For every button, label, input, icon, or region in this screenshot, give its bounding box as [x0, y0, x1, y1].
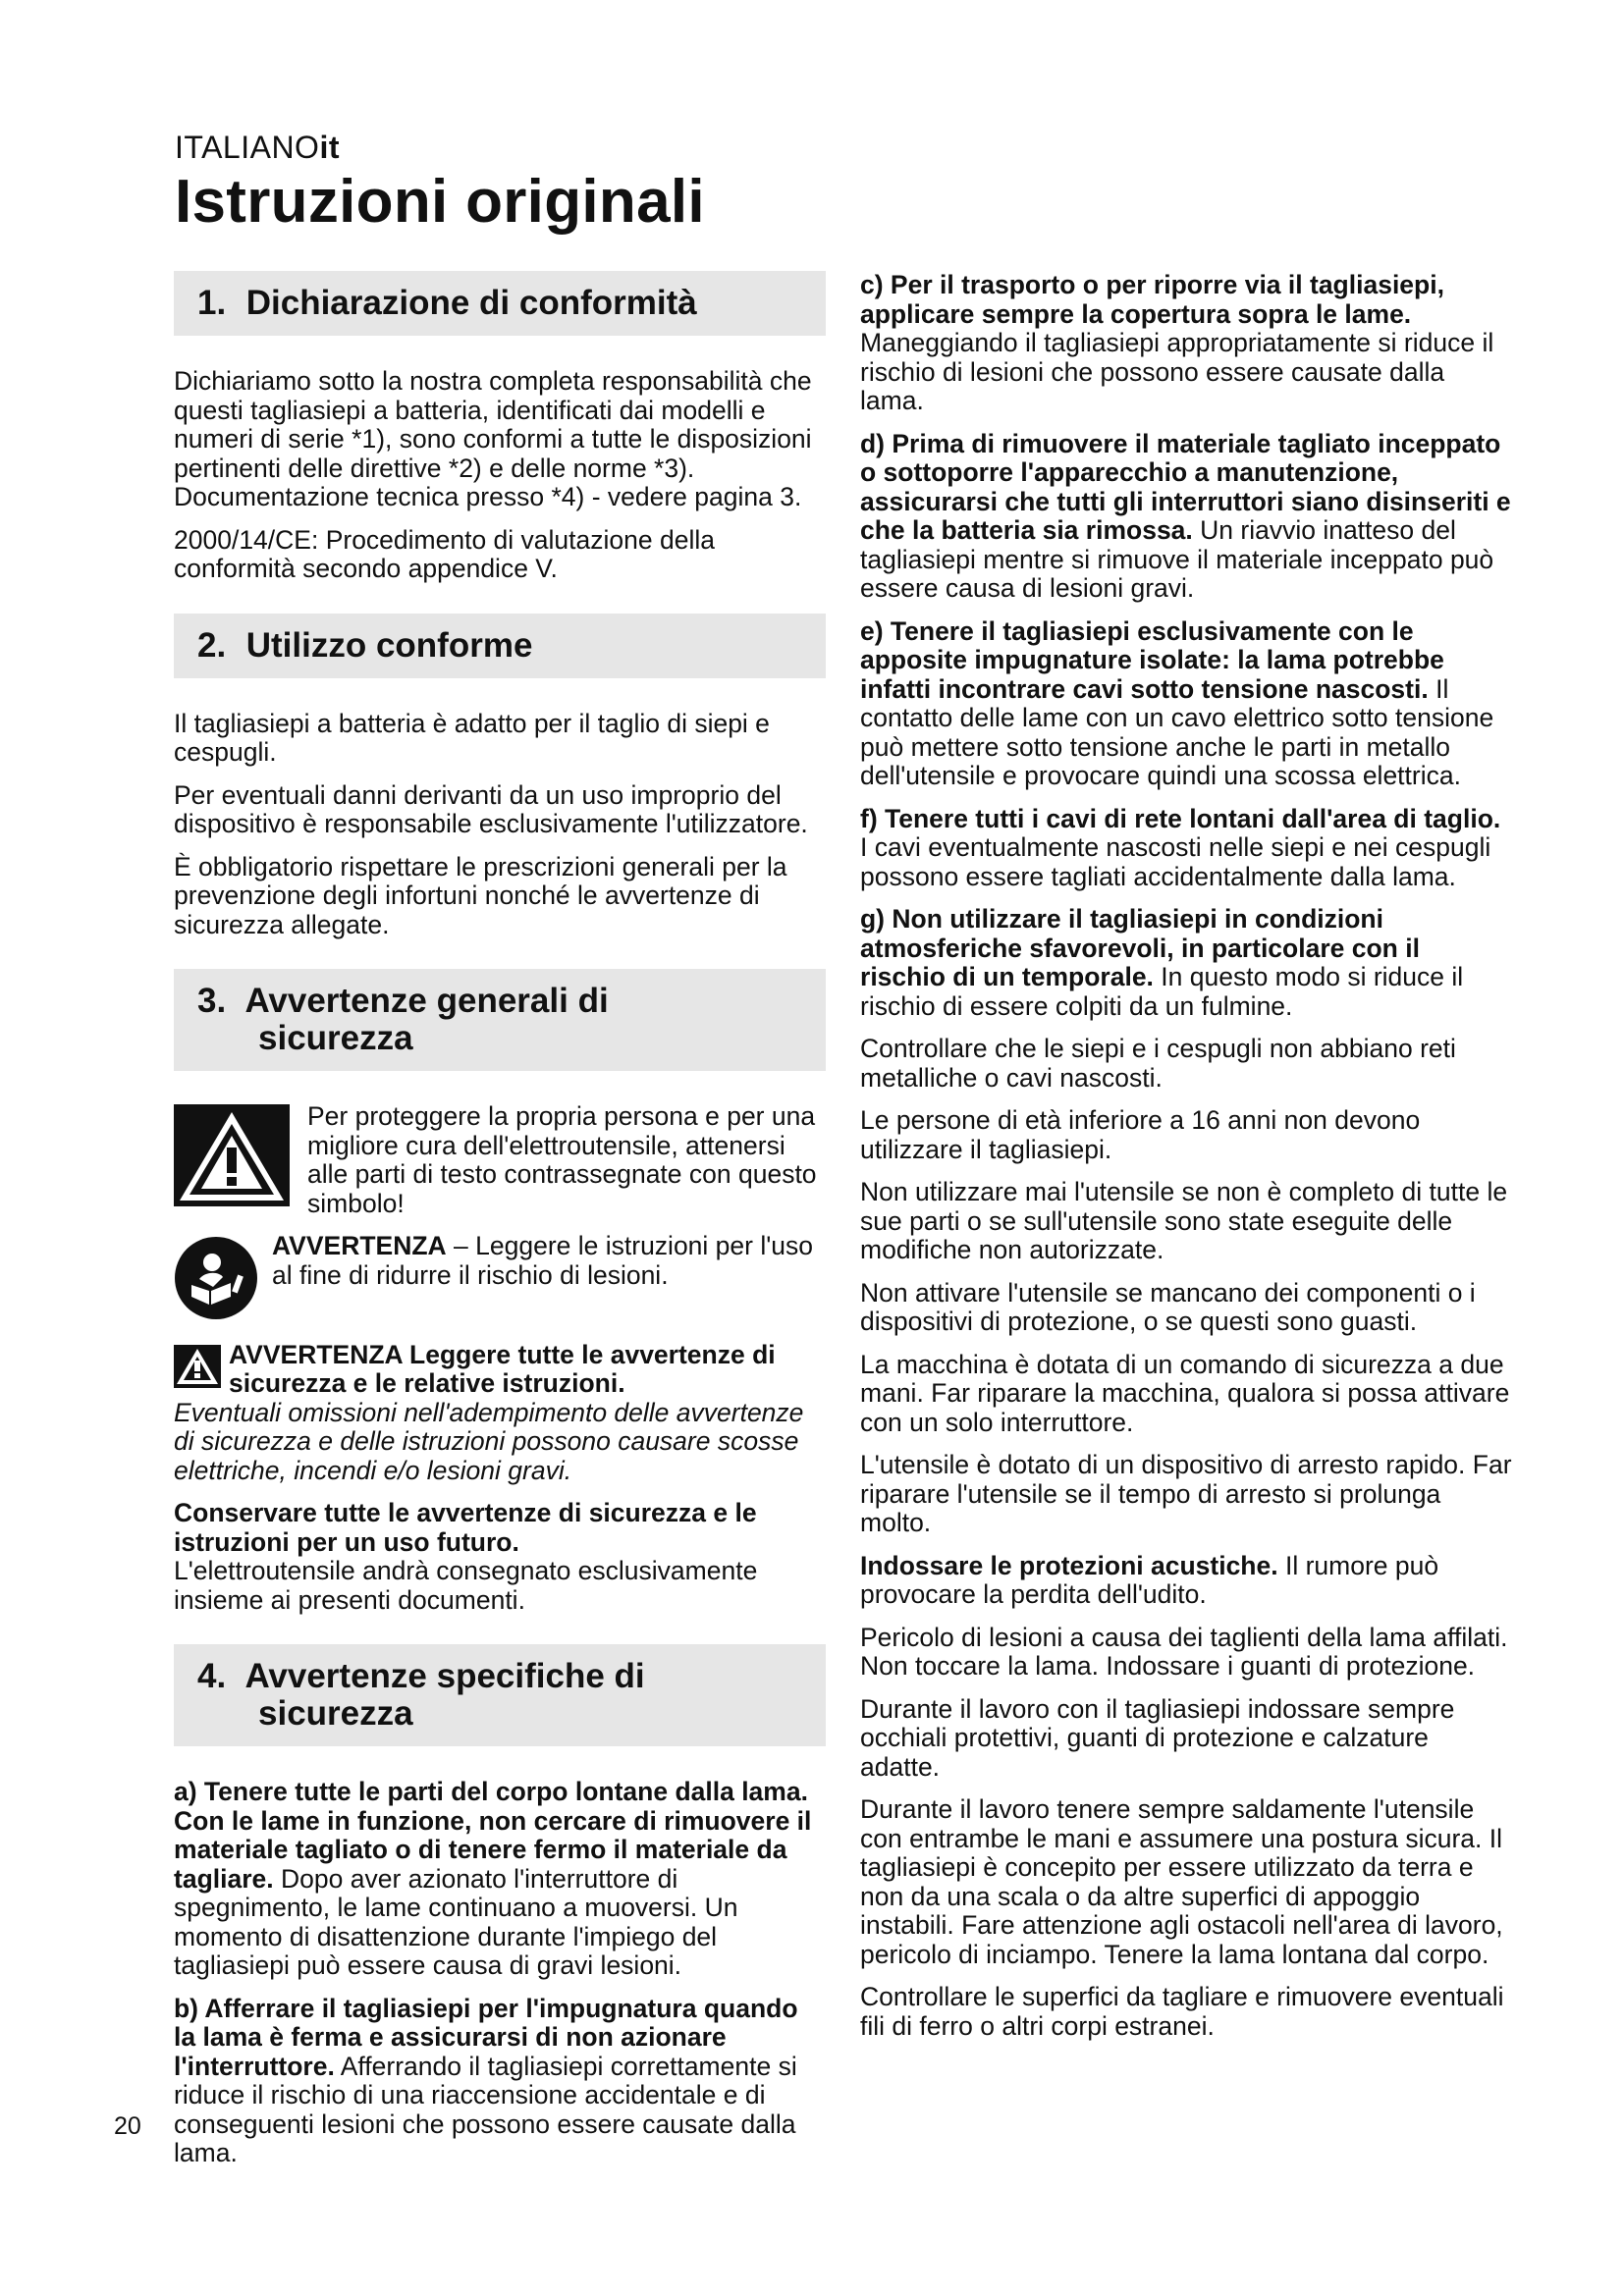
s2-paragraph-use: Il tagliasiepi a batteria è adatto per il taglio di siepi e cespugli. — [174, 708, 770, 767]
paragraph-sharp-blade: Pericolo di lesioni a causa dei taglienti della lama affilati. Non toccare la lama. Indossare i guanti di protezione. — [860, 1622, 1508, 1681]
paragraph-age-limit: Le persone di età inferiore a 16 anni non devono utilizzare il tagliasiepi. — [860, 1105, 1421, 1164]
warning-item-d-text: Un riavvio inatteso del tagliasiepi mentre si rimuove il materiale inceppato può essere causa di lesioni gravi. — [860, 515, 1494, 603]
section-1-number: 1. — [197, 284, 227, 322]
section-3-title-line2: sicurezza — [258, 1019, 413, 1057]
read-manual-sentence: – Leggere le istruzioni per l'uso al fine di ridurre il rischio di lesioni. — [272, 1231, 814, 1290]
paragraph-complete-tool: Non utilizzare mai l'utensile se non è completo di tutte le sue parti o se sull'utensile sono state eseguite delle modifiche non autorizzate. — [860, 1177, 1508, 1264]
read-all-warnings-italic: Eventuali omissioni nell'adempimento delle avvertenze di sicurezza e delle istruzioni possono causare scosse elettriche, incendi e/o lesioni gravi. — [174, 1397, 804, 1485]
paragraph-missing-parts: Non attivare l'utensile se mancano dei componenti o i dispositivi di protezione, o se questi sono guasti. — [860, 1277, 1476, 1336]
warning-item-b-text: Afferrando il tagliasiepi correttamente si riduce il rischio di una riaccensione accidentale e di conseguenti lesioni che possono essere causate dalla lama. — [174, 2051, 797, 2167]
read-all-warnings-bold: AVVERTENZA Leggere tutte le avvertenze di sicurezza e le relative istruzioni. — [229, 1339, 776, 1398]
page-title: Istruzioni originali — [175, 168, 705, 236]
warning-symbol-note — [174, 1102, 826, 1218]
read-manual-label: AVVERTENZA — [272, 1231, 447, 1260]
warning-item-e-bold: e) Tenere il tagliasiepi esclusivamente con le apposite impugnature isolate: la lama potrebbe infatti incontrare cavi sotto tensione nascosti. — [860, 615, 1444, 704]
s1-paragraph-procedure: 2000/14/CE: Procedimento di valutazione della conformità secondo appendice V. — [174, 524, 715, 583]
paragraph-posture: Durante il lavoro tenere sempre saldamente l'utensile con entrambe le mani e assumere una postura sicura. Il tagliasiepi è concepito per essere utilizzato da terra e non da una scala o da altre superfici di appoggio instabili. Fare attenzione agli ostacoli nell'area di lavoro, pericolo di inciampo. Tenere la lama lontana dal corpo. — [860, 1794, 1503, 1969]
section-4-title-line2: sicurezza — [258, 1694, 413, 1733]
paragraph-protective-equipment: Durante il lavoro con il tagliasiepi indossare sempre occhiali protettivi, guanti di protezione e calzature adatte. — [860, 1693, 1455, 1782]
page-number: 20 — [114, 2112, 141, 2140]
section-3-title-line1: Avvertenze generali di — [244, 982, 609, 1020]
warning-item-c-bold: c) Per il trasporto o per riporre via il tagliasiepi, applicare sempre la copertura sopra le lame. — [860, 270, 1444, 329]
warning-item-f — [860, 805, 1512, 892]
warning-item-f-text: I cavi eventualmente nascosti nelle siepi e nei cespugli possono essere tagliati accidentalmente dalla lama. — [860, 832, 1491, 891]
language-code: it — [319, 130, 340, 165]
s2-paragraph-liability: Per eventuali danni derivanti da un uso improprio del dispositivo è responsabile esclusivamente l'utilizzatore. — [174, 779, 808, 838]
read-manual-icon — [174, 1236, 258, 1327]
read-manual-note — [174, 1232, 826, 1327]
paragraph-check-hedges: Controllare che le siepi e i cespugli non abbiano reti metalliche o cavi nascosti. — [860, 1034, 1456, 1093]
warning-item-b-bold: b) Afferrare il tagliasiepi per l'impugnatura quando la lama è ferma e assicurarsi di non azionare l'interruttore. — [174, 1993, 798, 2081]
language-name: ITALIANO — [175, 130, 320, 165]
warning-symbol-text: Per proteggere la propria persona e per una migliore cura dell'elettroutensile, attenersi alle parti di testo contrassegnate con questo simbolo! — [307, 1101, 817, 1218]
section-1-title: Dichiarazione di conformità — [245, 284, 697, 322]
warning-item-d-bold: d) Prima di rimuovere il materiale tagliato inceppato o sottoporre l'apparecchio a manutenzione, assicurarsi che tutti gli interruttori siano disinseriti e che la batteria sia rimossa. — [860, 428, 1511, 545]
section-4-title-line1: Avvertenze specifiche di — [244, 1657, 645, 1695]
section-2-number: 2. — [197, 625, 227, 665]
read-manual-text — [272, 1232, 826, 1290]
read-all-warnings-block — [174, 1341, 826, 1486]
section-3-heading — [174, 969, 826, 1071]
hearing-protection-text: Il rumore può provocare la perdita dell'udito. — [860, 1550, 1439, 1609]
warning-triangle-icon — [174, 1104, 290, 1213]
warning-item-g — [860, 905, 1512, 1021]
warning-item-c — [860, 271, 1512, 416]
warning-item-b — [174, 1995, 826, 2168]
warning-item-g-text: In questo modo si riduce il rischio di essere colpiti da un fulmine. — [860, 962, 1464, 1021]
paragraph-hearing-protection — [860, 1552, 1512, 1610]
warning-item-a — [174, 1778, 826, 1981]
section-2-title: Utilizzo conforme — [245, 625, 533, 665]
section-4-number: 4. — [197, 1657, 227, 1695]
warning-item-c-text: Maneggiando il tagliasiepi appropriatamente si riduce il rischio di lesioni che possono essere causate dalla lama. — [860, 328, 1494, 415]
keep-warnings-paragraph — [174, 1499, 826, 1615]
read-all-warnings-heading — [174, 1341, 826, 1399]
small-warning-triangle-icon — [174, 1345, 221, 1395]
language-label — [175, 130, 340, 166]
warning-item-e-text: Il contatto delle lame con un cavo elettrico sotto tensione può mettere sotto tensione anche le parti in metallo dell'utensile e provocare quindi una scossa elettrica. — [860, 673, 1494, 790]
section-3-number: 3. — [197, 982, 227, 1020]
warning-item-a-text: Dopo aver azionato l'interruttore di spegnimento, le lame continuano a muoversi. Un momento di disattenzione durante l'impiego del tagliasiepi può essere causa di gravi lesioni. — [174, 1863, 738, 1980]
section-4-heading — [174, 1644, 826, 1746]
right-column — [860, 271, 1512, 2055]
s1-paragraph-declaration: Dichiariamo sotto la nostra completa responsabilità che questi tagliasiepi a batteria, identificati dai modelli e numeri di serie *1), sono conformi a tutte le disposizioni pertinenti delle direttive *2) e delle norme *3). Documentazione tecnica presso *4) - vedere pagina 3. — [174, 366, 812, 511]
warning-item-a-bold: a) Tenere tutte le parti del corpo lontane dalla lama. Con le lame in funzione, non cercare di rimuovere il materiale tagliato o di tenere fermo il materiale da tagliare. — [174, 1777, 812, 1894]
paragraph-check-surfaces: Controllare le superfici da tagliare e rimuovere eventuali fili di ferro o altri corpi estranei. — [860, 1982, 1504, 2041]
paragraph-quick-stop: L'utensile è dotato di un dispositivo di arresto rapido. Far riparare l'utensile se il tempo di arresto si prolunga molto. — [860, 1450, 1512, 1537]
s2-paragraph-prevention: È obbligatorio rispettare le prescrizioni generali per la prevenzione degli infortuni nonché le avvertenze di sicurezza allegate. — [174, 851, 787, 939]
left-column — [174, 271, 826, 2182]
keep-warnings-bold: Conservare tutte le avvertenze di sicurezza e le istruzioni per un uso futuro. — [174, 1498, 757, 1557]
paragraph-two-hand-control: La macchina è dotata di un comando di sicurezza a due mani. Far riparare la macchina, qualora si possa attivare con un solo interruttore. — [860, 1349, 1510, 1437]
section-2-heading — [174, 614, 826, 678]
keep-warnings-text: L'elettroutensile andrà consegnato esclusivamente insieme ai presenti documenti. — [174, 1556, 758, 1615]
hearing-protection-bold: Indossare le protezioni acustiche. — [860, 1550, 1278, 1580]
warning-item-d — [860, 430, 1512, 604]
warning-item-g-bold: g) Non utilizzare il tagliasiepi in condizioni atmosferiche sfavorevoli, in particolare con il rischio di un temporale. — [860, 904, 1420, 991]
section-1-heading — [174, 271, 826, 336]
warning-item-f-bold: f) Tenere tutti i cavi di rete lontani dall'area di taglio. — [860, 803, 1501, 833]
warning-item-e — [860, 617, 1512, 791]
